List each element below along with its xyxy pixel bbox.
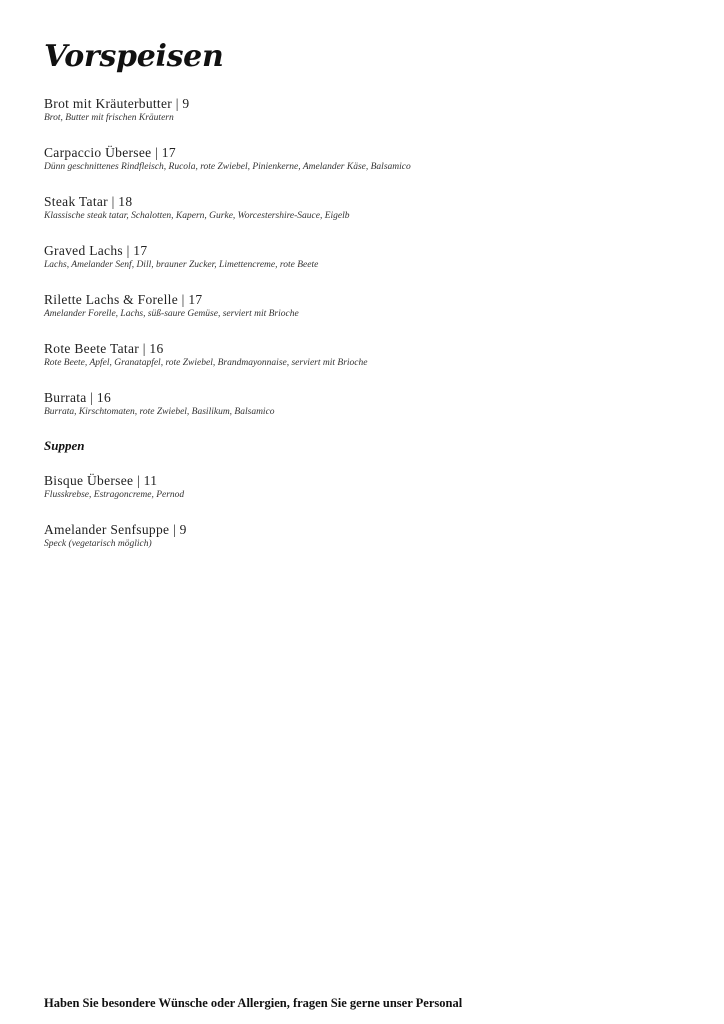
menu-item (44, 145, 684, 194)
menu-item-description: Klassische steak tatar, Schalotten, Kapern, Gurke, Worcestershire-Sauce, Eigelb (44, 211, 350, 221)
menu-item-title: Rilette Lachs & Forelle | 17 (44, 292, 203, 307)
menu-item-description: Flusskrebse, Estragoncreme, Pernod (44, 490, 185, 500)
menu-item-title: Carpaccio Übersee | 17 (44, 145, 176, 160)
menu-item-title: Rote Beete Tatar | 16 (44, 341, 164, 356)
menu-item (44, 390, 684, 439)
menu-item-title: Bisque Übersee | 11 (44, 473, 158, 488)
menu-item (44, 522, 684, 571)
section-heading-soups: Suppen (44, 438, 85, 453)
menu-item-title: Graved Lachs | 17 (44, 243, 148, 258)
menu-item-description: Brot, Butter mit frischen Kräutern (44, 113, 174, 123)
footer-note: Haben Sie besondere Wünsche oder Allergien, fragen Sie gerne unser Personal (44, 996, 463, 1010)
menu-item-title: Steak Tatar | 18 (44, 194, 133, 209)
menu-item-title: Amelander Senfsuppe | 9 (44, 522, 187, 537)
menu-item (44, 96, 684, 145)
menu-item (44, 473, 684, 522)
page-title: Vorspeisen (44, 39, 224, 74)
menu-item-description: Dünn geschnittenes Rindfleisch, Rucola, rote Zwiebel, Pinienkerne, Amelander Käse, Balsamico (44, 162, 411, 172)
menu-item-title: Brot mit Kräuterbutter | 9 (44, 96, 190, 111)
menu-item-title: Burrata | 16 (44, 390, 112, 405)
menu-item (44, 194, 684, 243)
menu-item-description: Burrata, Kirschtomaten, rote Zwiebel, Basilikum, Balsamico (44, 407, 275, 417)
menu-item (44, 341, 684, 390)
menu-item-description: Amelander Forelle, Lachs, süß-saure Gemüse, serviert mit Brioche (44, 309, 299, 319)
menu-list (44, 96, 684, 571)
menu-item-description: Rote Beete, Apfel, Granatapfel, rote Zwiebel, Brandmayonnaise, serviert mit Brioche (44, 358, 368, 368)
menu-item (44, 243, 684, 292)
menu-item (44, 292, 684, 341)
menu-item-description: Speck (vegetarisch möglich) (44, 539, 152, 549)
menu-item-description: Lachs, Amelander Senf, Dill, brauner Zucker, Limettencreme, rote Beete (44, 260, 319, 270)
